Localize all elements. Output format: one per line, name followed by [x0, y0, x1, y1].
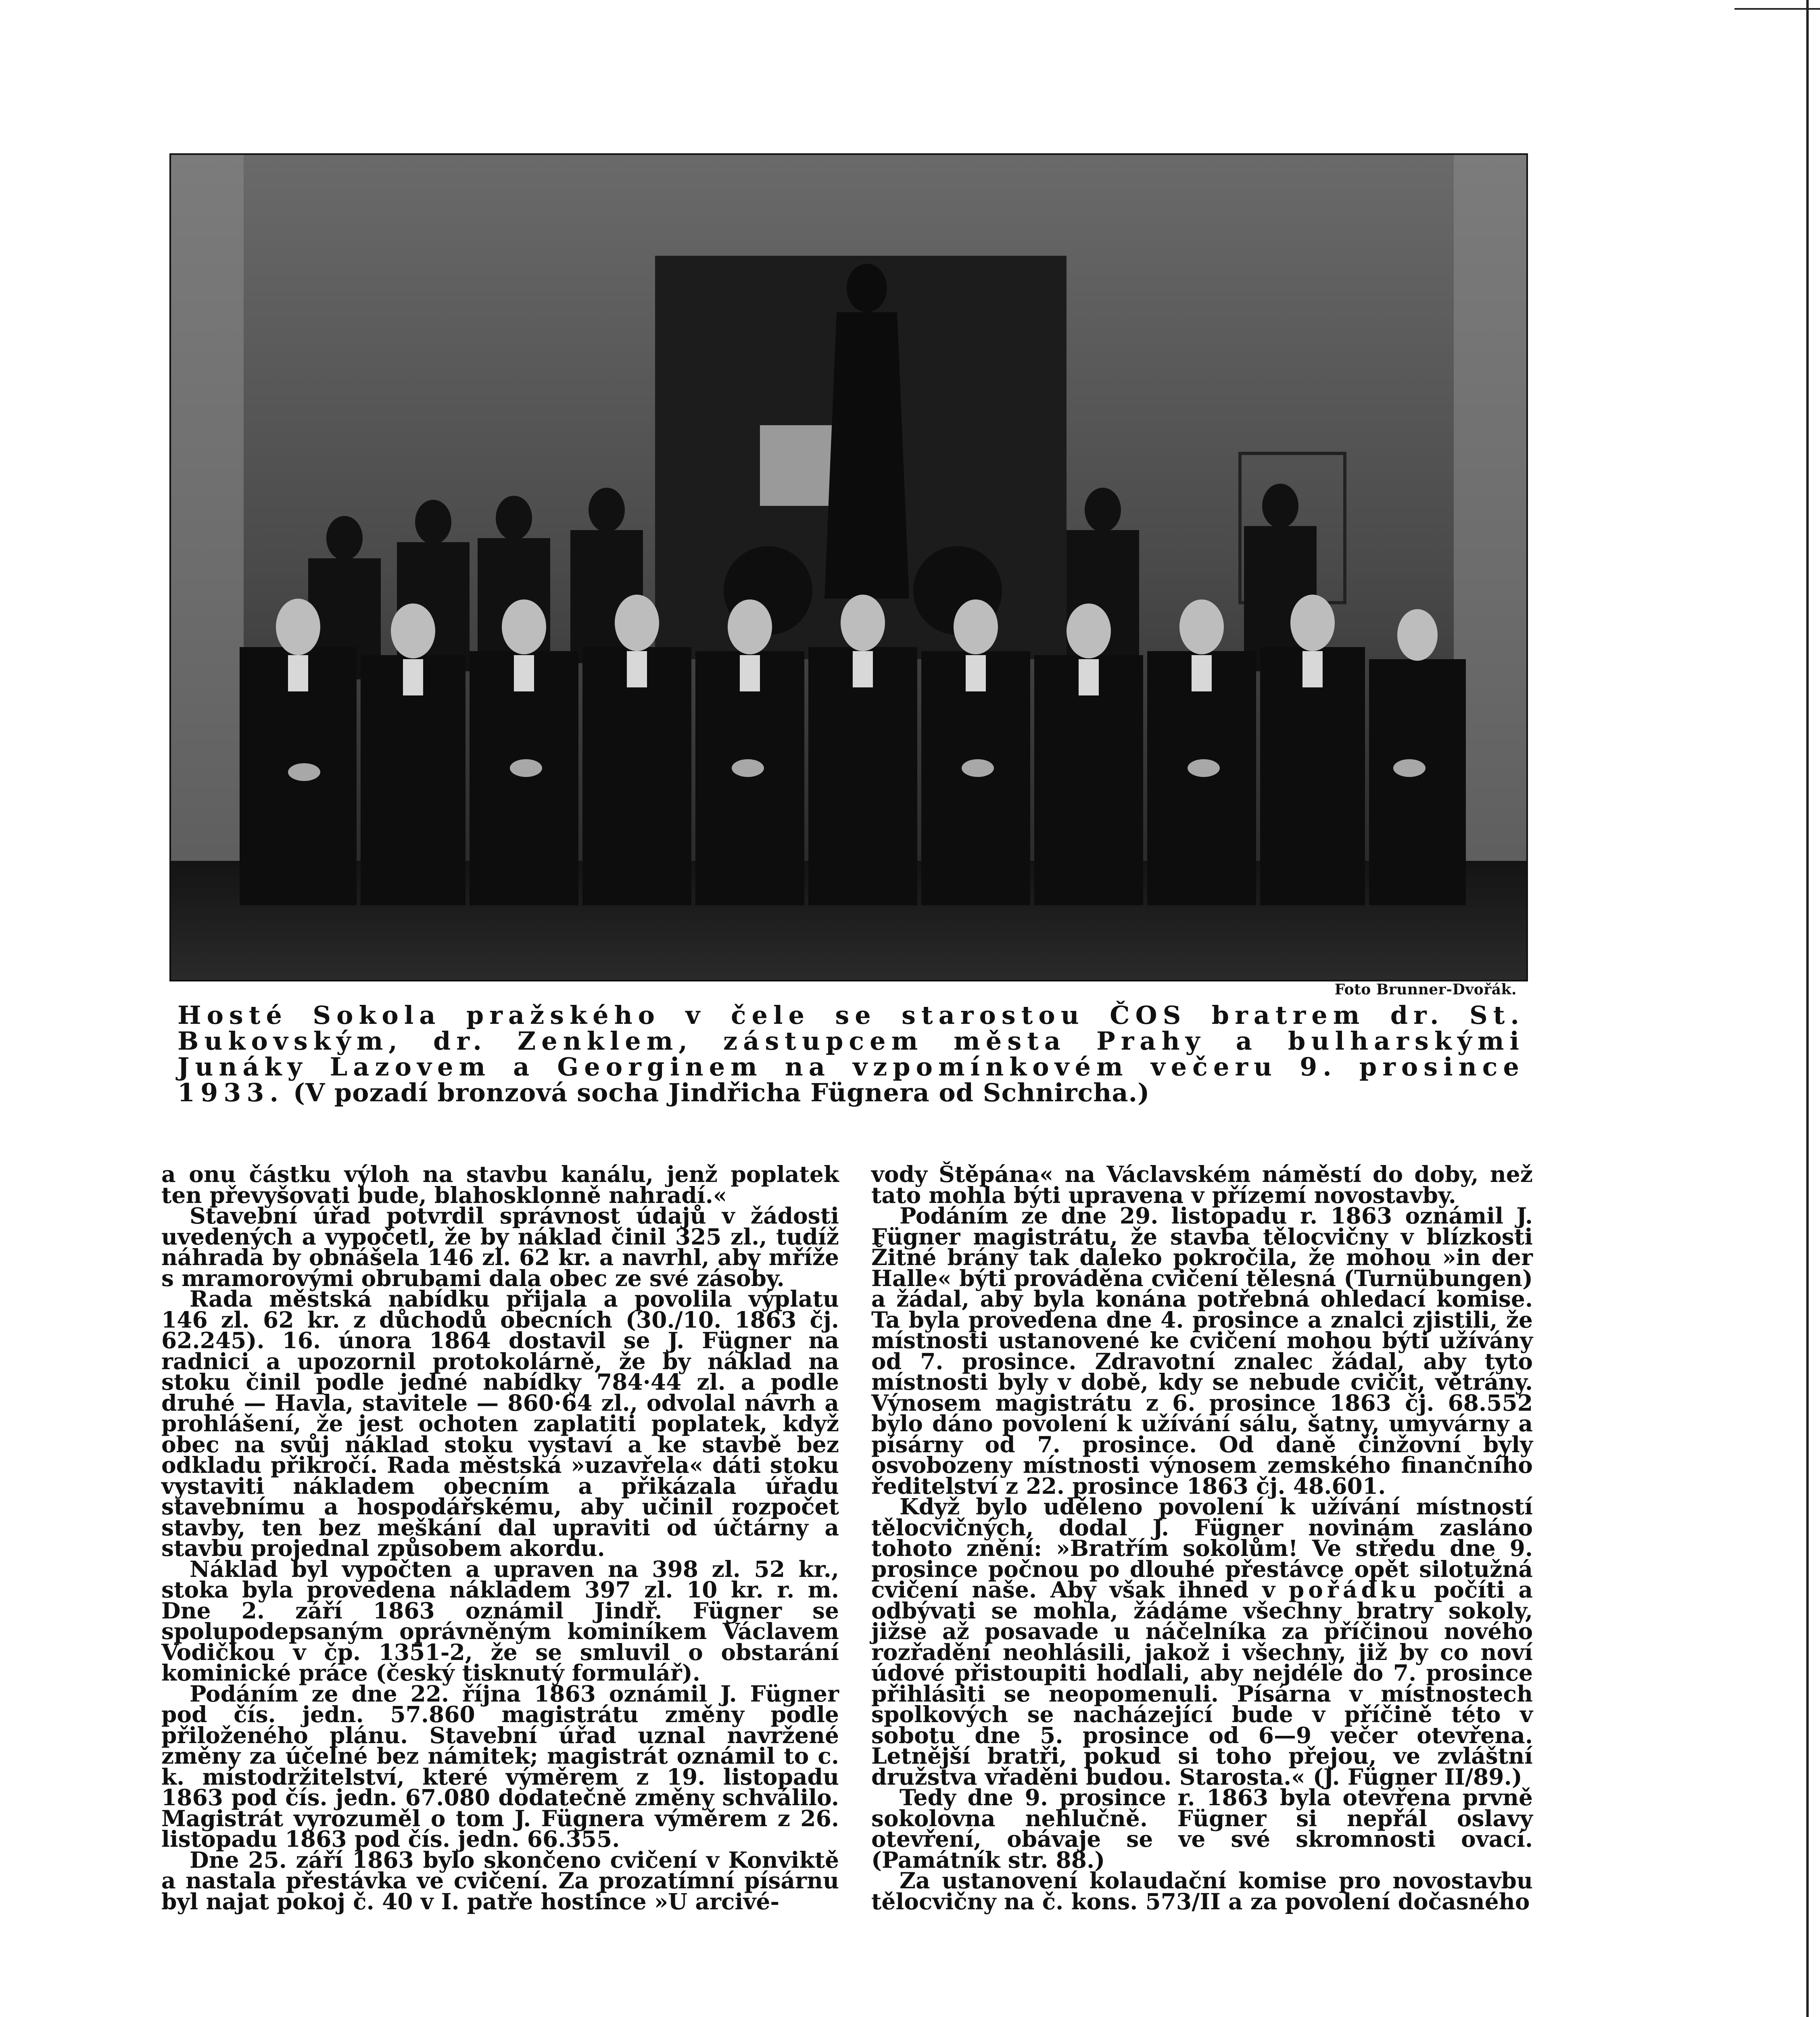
left-paragraph-3: Rada městská nabídku přijala a povolila výplatu 146 zl. 62 kr. z důchodů obecních (30./10. 1863 čj. 62.245). 16. února 1864 dostavil se J. Fügner na radnici a upozornil protokolárně, že by náklad na stoku činil podle jedné nabídky 784·44 zl. a podle druhé — Havla, stavitele — 860·64 zl., odvolal návrh a prohlášení, že jest ochoten zaplatiti poplatek, když obec na svůj náklad stoku vystaví a ke stavbě bez odkladu přikročí. Rada městská »uzavřela« dáti stoku vystaviti nákladem obecním a přikázala úřadu stavebnímu a hospodářskému, aby učinil rozpočet stavby, ten bez meškání dal upraviti od účtárny a stavbu projednal způsobem akordu. — [161, 1286, 839, 1561]
scan-edge-right — [1806, 0, 1809, 2017]
scan-edge-top — [1734, 8, 1820, 10]
historical-group-photo — [169, 153, 1528, 981]
left-paragraph-1: a onu částku výloh na stavbu kanálu, jenž poplatek ten převyšovati bude, blahosklonně nahradí.« — [161, 1161, 839, 1208]
right-paragraph-2: Podáním ze dne 29. listopadu r. 1863 oznámil J. Fügner magistrátu, že stavba tělocvičny v blízkosti Žitné brány tak daleko pokročila, že mohou »in der Halle« býti prováděna cvičení tělesná (Turnübungen) a žádal, aby byla konána potřebná ohledací komise. Ta byla provedena dne 4. prosince a znalci zjistili, že místnosti ustanovené ke cvičení mohou býti užívány od 7. prosince. Zdravotní znalec žádal, aby tyto místnosti byly v době, kdy se nebude cvičit, větrány. Výnosem magistrátu z 6. prosince 1863 čj. 68.552 bylo dáno povolení k užívání sálu, šatny, umyvárny a písárny od 7. prosince. Od daně činžovní byly osvobozeny místnosti výnosem zemského finančního ředitelství z 22. prosince 1863 čj. 48.601. — [871, 1203, 1533, 1499]
caption-main: Hosté Sokola pražského v čele se starostou ČOS bratrem dr. St. Bukovským, dr. Zenklem, zástupcem města Prahy a bulharskými Junáky Lazovem a Georginem na vzpomínkovém večeru 9. prosince 1933. — [177, 1000, 1525, 1107]
left-paragraph-4: Náklad byl vypočten a upraven na 398 zl. 52 kr., stoka byla provedena nákladem 397 zl. 10 kr. r. m. Dne 2. září 1863 oznámil Jindř. Fügner se spolupodepsaným oprávněným kominíkem Václavem Vodičkou v čp. 1351-2, že se smluvil o obstarání kominické práce (český tisknutý formulář). — [161, 1556, 839, 1686]
right-text-column — [871, 1161, 1533, 1915]
photo-illustration — [171, 155, 1526, 980]
spaced-word: pořádku — [1288, 1576, 1421, 1603]
right-paragraph-3-start: Když bylo uděleno povolení k užívání místností tělocvičných, dodal J. Fügner novinám zasláno tohoto znění: »Bratřím sokolům! Ve středu dne 9. prosince počnou po dlouhé přestávce opět silotužná cvičení naše. Aby však ihned v — [871, 1493, 1533, 1603]
left-paragraph-6: Dne 25. září 1863 bylo skončeno cvičení v Konviktě a nastala přestávka ve cvičení. Za prozatímní písárnu byl najat pokoj č. 40 v I. patře hostince »U arcivé- — [161, 1846, 839, 1915]
right-paragraph-3 — [871, 1493, 1533, 1790]
right-paragraph-5: Za ustanovení kolaudační komise pro novostavbu tělocvičny na č. kons. 573/II a za povolení dočasného — [871, 1867, 1533, 1915]
right-paragraph-4: Tedy dne 9. prosince r. 1863 byla otevřena prvně sokolovna nehlučně. Fügner si nepřál oslavy otevření, obávaje se ve své skromnosti ovací. (Památník str. 88.) — [871, 1784, 1533, 1873]
right-paragraph-3-end: počíti a odbývati se mohla, žádáme všechny bratry sokoly, jižse až posavade u náčelníka za příčinou nového rozřadění neohlásili, jakož i všechny, již by co noví údové přistoupiti hodlali, aby nejdéle do 7. prosince přihlásiti se neopomenuli. Písárna v místnostech spolkových se nacházející bude v příčině této v sobotu dne 5. prosince od 6—9 večer otevřena. Letnější bratři, pokud si toho přejou, ve zvláštní družstva vřaděni budou. Starosta.« (J. Fügner II/89.) — [871, 1576, 1533, 1790]
photo-credit: Foto Brunner-Dvořák. — [1334, 981, 1517, 998]
right-paragraph-1: vody Štěpána« na Václavském náměstí do doby, než tato mohla býti upravena v přízemí novostavby. — [871, 1161, 1533, 1208]
photo-caption — [177, 1002, 1525, 1106]
left-paragraph-2: Stavební úřad potvrdil správnost údajů v žádosti uvedených a vypočetl, že by náklad činil 325 zl., tudíž náhrada by obnášela 146 zl. 62 kr. a navrhl, aby mříže s mramorovými obrubami dala obec ze své zásoby. — [161, 1203, 839, 1291]
left-paragraph-5: Podáním ze dne 22. října 1863 oznámil J. Fügner pod čís. jedn. 57.860 magistrátu změny podle přiloženého plánu. Stavební úřad uznal navržené změny za účelné bez námitek; magistrát oznámil to c. k. místodržitelství, které výměrem z 19. listopadu 1863 pod čís. jedn. 67.080 dodatečně změny schválilo. Magistrát vyrozuměl o tom J. Fügnera výměrem z 26. listopadu 1863 pod čís. jedn. 66.355. — [161, 1680, 839, 1852]
caption-note: (V pozadí bronzová socha Jindřicha Fügnera od Schnircha.) — [293, 1078, 1150, 1107]
left-text-column — [161, 1161, 839, 1915]
